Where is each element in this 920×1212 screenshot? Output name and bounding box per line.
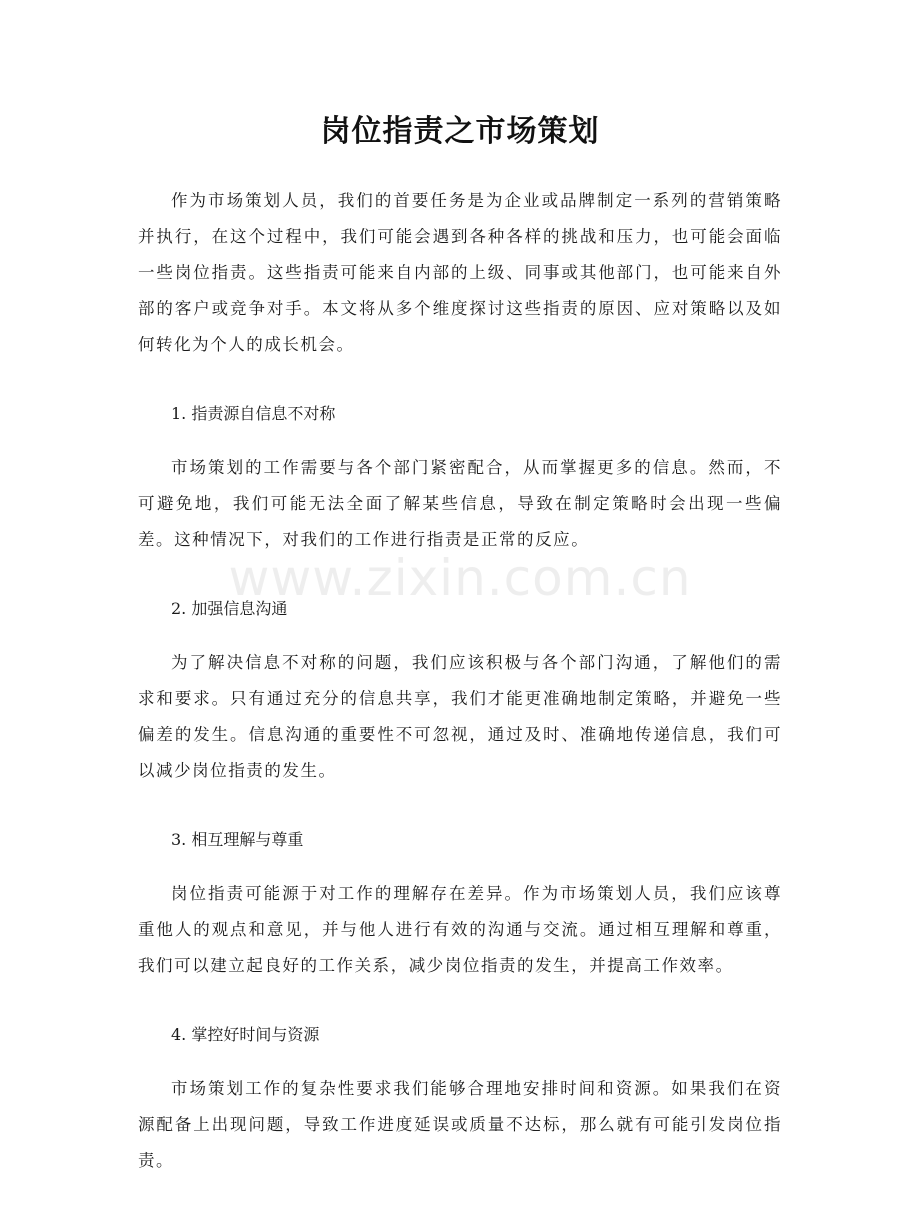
document-title: 岗位指责之市场策划 (320, 114, 600, 149)
section-heading-4: 4. 掌控好时间与资源 (171, 1025, 320, 1044)
paragraph-section-2: 为了解决信息不对称的问题，我们应该积极与各个部门沟通，了解他们的需求和要求。只有通过充分的信息共享，我们才能更准确地制定策略，并避免一些偏差的发生。信息沟通的重要性不可忽视，通过及时、准确地传递信息，我们可以减少岗位指责的发生。 (138, 653, 782, 780)
paragraph-section-4: 市场策划工作的复杂性要求我们能够合理地安排时间和资源。如果我们在资源配备上出现问题，导致工作进度延误或质量不达标，那么就有可能引发岗位指责。 (138, 1079, 782, 1170)
paragraph-intro: 作为市场策划人员，我们的首要任务是为企业或品牌制定一系列的营销策略并执行，在这个过程中，我们可能会遇到各种各样的挑战和压力，也可能会面临一些岗位指责。这些指责可能来自内部的上级、同事或其他部门，也可能来自外部的客户或竞争对手。本文将从多个维度探讨这些指责的原因、应对策略以及如何转化为个人的成长机会。 (138, 191, 782, 354)
paragraph-section-1: 市场策划的工作需要与各个部门紧密配合，从而掌握更多的信息。然而，不可避免地，我们可能无法全面了解某些信息，导致在制定策略时会出现一些偏差。这种情况下，对我们的工作进行指责是正常的反应。 (138, 458, 782, 549)
section-heading-3: 3. 相互理解与尊重 (171, 830, 304, 849)
section-heading-1: 1. 指责源自信息不对称 (171, 404, 336, 423)
document-body (138, 183, 782, 1212)
section-heading-2: 2. 加强信息沟通 (171, 599, 288, 618)
watermark: www.zixin.com.cn (228, 549, 692, 607)
paragraph-section-3: 岗位指责可能源于对工作的理解存在差异。作为市场策划人员，我们应该尊重他人的观点和意见，并与他人进行有效的沟通与交流。通过相互理解和尊重，我们可以建立起良好的工作关系，减少岗位指责的发生，并提高工作效率。 (138, 884, 782, 975)
